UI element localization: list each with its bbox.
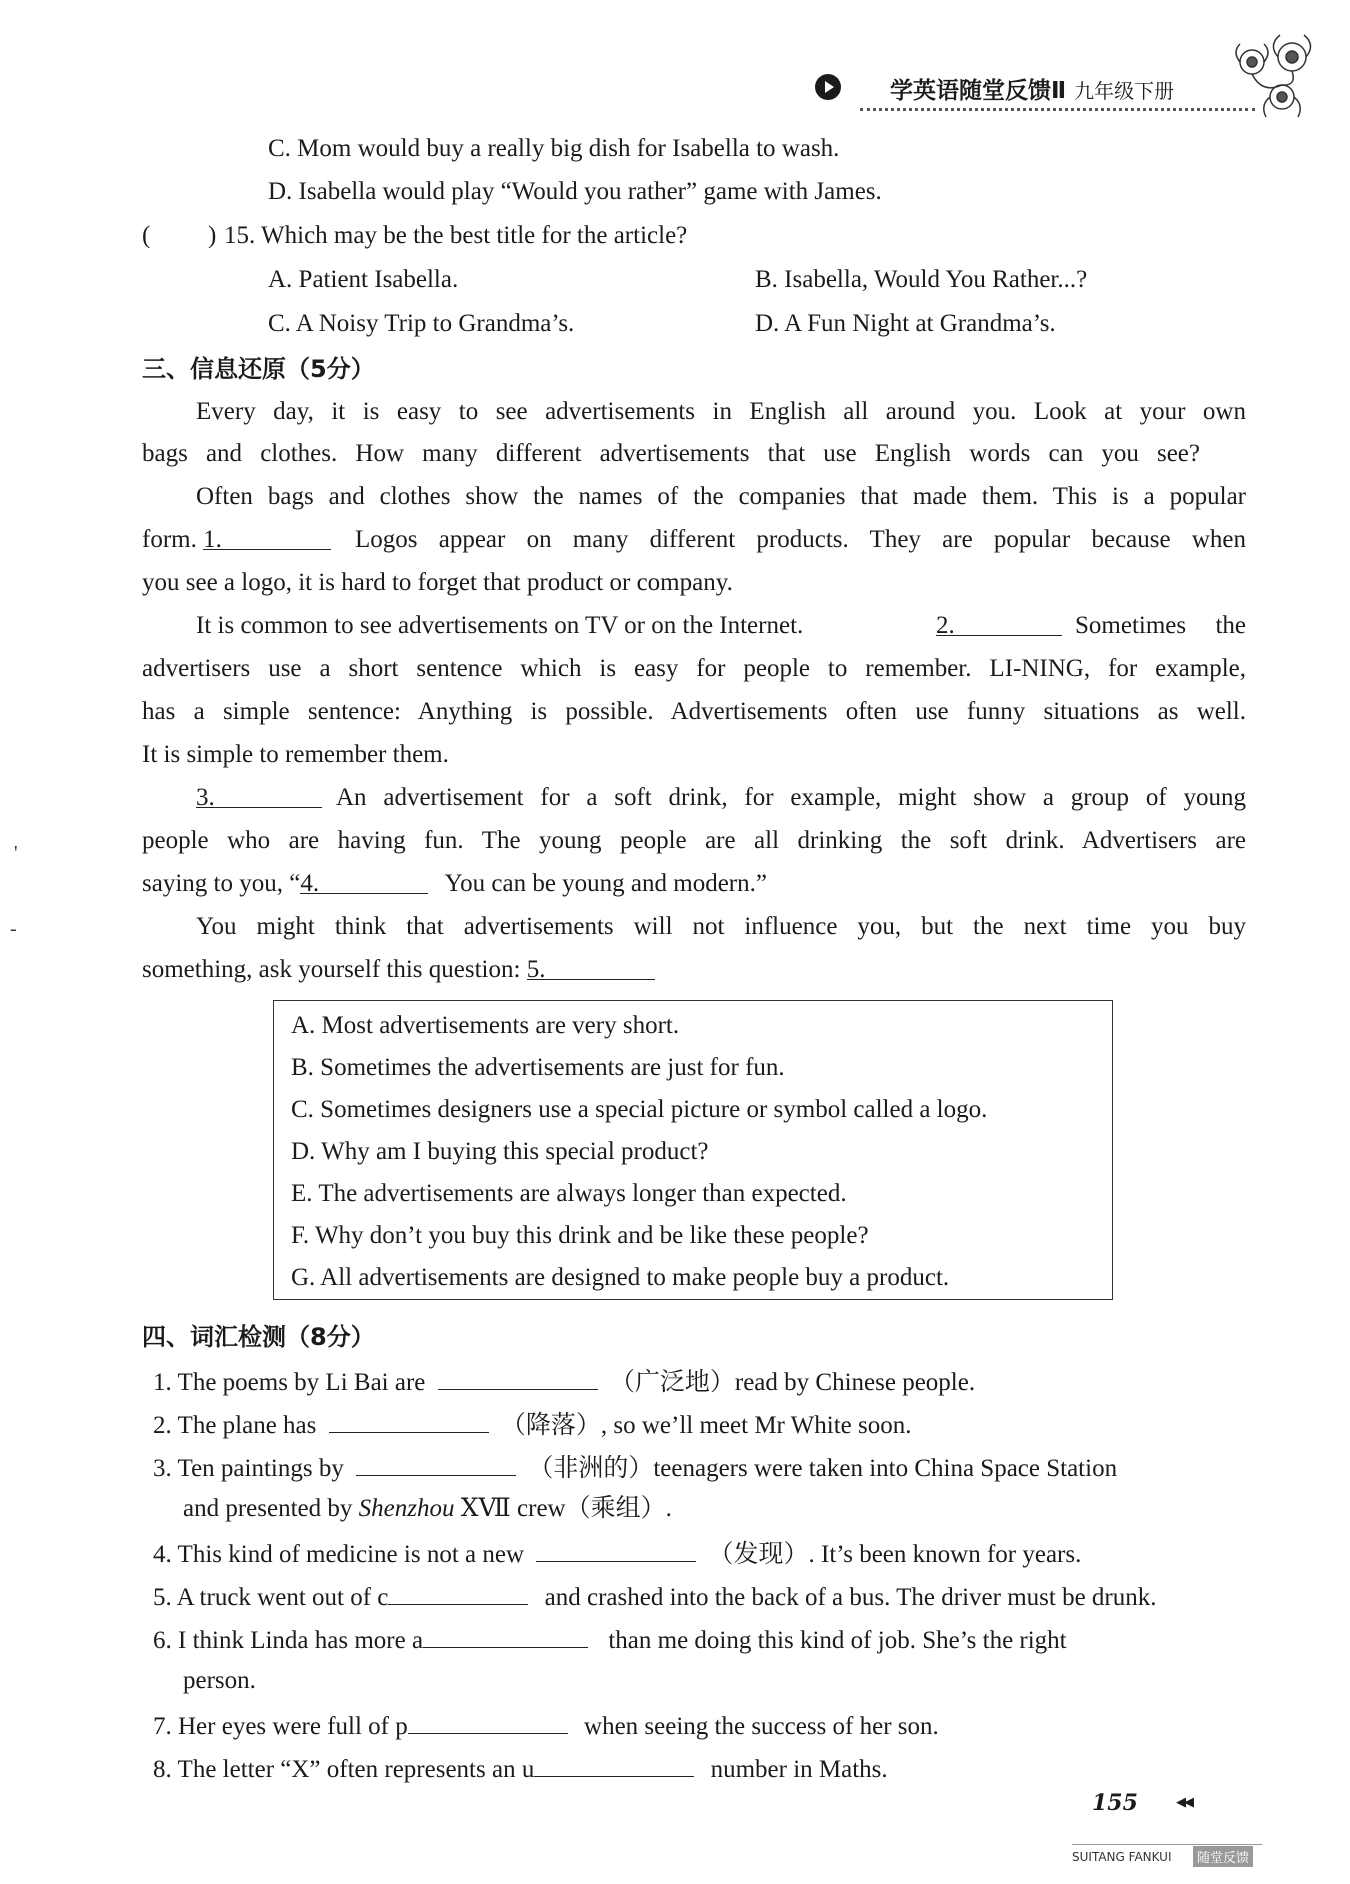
q15-answer-bracket-close: ) — [208, 222, 217, 249]
vocab-q3-cont: and presented by — [183, 1495, 353, 1522]
vocab-q5-start: 5. A truck went out of c — [153, 1584, 389, 1611]
option-c: C. Sometimes designers use a special picture or symbol called a logo. — [291, 1096, 988, 1123]
vocab-q4-end: （发现）. It’s been known for years. — [708, 1541, 1082, 1568]
vocab-q2-blank[interactable] — [329, 1406, 489, 1433]
s3-p4-line3 — [142, 867, 767, 901]
option-f: F. Why don’t you buy this drink and be like these people? — [291, 1222, 869, 1249]
s3-p4-line3-start: saying to you, “ — [142, 870, 301, 897]
s3-p2-line2-start: form. — [142, 526, 197, 553]
book-title: 学英语随堂反馈Ⅱ — [890, 78, 1067, 104]
s3-p4-line1-end: An advertisement for a soft drink, for example, might show a group of young — [336, 784, 1246, 811]
blank-2-number: 2. — [936, 612, 955, 639]
q15-option-b: B. Isabella, Would You Rather...? — [755, 266, 1088, 293]
vocab-q6-end: than me doing this kind of job. She’s the right — [608, 1627, 1067, 1654]
book-subtitle: 九年级下册 — [1074, 79, 1175, 103]
margin-mark: - — [10, 918, 17, 940]
blank-1-number: 1. — [203, 526, 222, 553]
s3-p1-line2: bags and clothes. How many different advertisements that use English words can you see? — [142, 440, 1200, 467]
vocab-q6 — [153, 1621, 1067, 1658]
q15-stem: 15. Which may be the best title for the article? — [224, 222, 688, 249]
q15-option-c: C. A Noisy Trip to Grandma’s. — [268, 310, 575, 337]
vocab-q4 — [153, 1535, 1081, 1572]
vocab-q3 — [153, 1449, 1117, 1486]
s3-p2-line2 — [142, 523, 331, 557]
header-title — [890, 72, 1174, 105]
blank-2[interactable] — [936, 609, 1062, 639]
s3-p2-line2-end: Logos appear on many different products. They are popular because when — [355, 526, 1246, 553]
blank-4[interactable] — [300, 867, 428, 897]
header-divider — [860, 108, 1255, 111]
option-b: B. Sometimes the advertisements are just for fun. — [291, 1054, 785, 1081]
blank-1[interactable] — [203, 523, 331, 553]
vocab-q1-start: 1. The poems by Li Bai are — [153, 1369, 426, 1396]
vocab-q7-start: 7. Her eyes were full of p — [153, 1713, 408, 1740]
vocab-q1-end: （广泛地）read by Chinese people. — [609, 1369, 976, 1396]
option-a: A. Most advertisements are very short. — [291, 1012, 680, 1039]
vocab-q7 — [153, 1707, 939, 1744]
vocab-q2-start: 2. The plane has — [153, 1412, 317, 1439]
s3-p3-line1-blank — [936, 609, 1062, 643]
vocab-q5 — [153, 1578, 1157, 1615]
blank-3-number: 3. — [196, 784, 215, 811]
s3-p5-line1: You might think that advertisements will not influence you, but the next time you buy — [196, 913, 1246, 940]
s3-p3-line4: It is simple to remember them. — [142, 741, 449, 768]
s3-p4-line2: people who are having fun. The young people are all drinking the soft drink. Advertisers are — [142, 827, 1246, 854]
margin-mark: ' — [14, 842, 18, 864]
blank-5-number: 5. — [526, 956, 546, 983]
option-e: E. The advertisements are always longer than expected. — [291, 1180, 847, 1207]
section3-heading: 三、信息还原（5分） — [142, 355, 375, 383]
blank-4-number: 4. — [300, 870, 320, 897]
vocab-q3-end: （非洲的）teenagers were taken into China Space Station — [528, 1455, 1118, 1482]
blank-3[interactable] — [196, 781, 322, 811]
vocab-q3-line2 — [183, 1492, 672, 1526]
footer-brand: SUITANG FANKUI — [1072, 1850, 1172, 1864]
page-number: 155 — [1092, 1790, 1138, 1816]
vocab-q6-blank[interactable] — [423, 1621, 588, 1648]
vocab-q8-end: number in Maths. — [710, 1756, 888, 1783]
s3-p3-line3: has a simple sentence: Anything is possible. Advertisements often use funny situations as well. — [142, 698, 1246, 725]
vocab-q7-end: when seeing the success of her son. — [584, 1713, 939, 1740]
s3-p2-line3: you see a logo, it is hard to forget that product or company. — [142, 569, 733, 596]
q15-answer-bracket-open: ( — [142, 222, 151, 249]
s3-p1-line1: Every day, it is easy to see advertisements in English all around you. Look at your own — [196, 398, 1246, 425]
vocab-q3-crew: ⅩⅦ crew（乘组）. — [460, 1495, 672, 1522]
s3-p2-line1: Often bags and clothes show the names of the companies that made them. This is a popular — [196, 483, 1246, 510]
flower-decoration-icon — [1222, 22, 1332, 132]
q15-option-d: D. A Fun Night at Grandma’s. — [755, 310, 1056, 337]
section4-heading: 四、词汇检测（8分） — [142, 1323, 375, 1351]
s3-p4-line3-end: You can be young and modern.” — [444, 870, 767, 897]
vocab-q7-blank[interactable] — [408, 1707, 568, 1734]
vocab-q3-spacecraft: Shenzhou — [358, 1495, 455, 1522]
vocab-q5-blank[interactable] — [388, 1578, 528, 1605]
vocab-q6-start: 6. I think Linda has more a — [153, 1627, 424, 1654]
q14-option-d: D. Isabella would play “Would you rather” game with James. — [268, 178, 882, 205]
s3-p5-line2 — [142, 953, 655, 987]
vocab-q2-end: （降落）, so we’ll meet Mr White soon. — [500, 1412, 912, 1439]
vocab-q3-start: 3. Ten paintings by — [153, 1455, 344, 1482]
back-arrows-icon: ◀◀ — [1176, 1794, 1192, 1809]
play-icon — [815, 74, 841, 100]
s3-p3-line1-end: Sometimes the — [1075, 612, 1246, 639]
s3-p3-line1-start: It is common to see advertisements on TV or on the Internet. — [196, 612, 804, 639]
vocab-q8-blank[interactable] — [534, 1750, 694, 1777]
vocab-q4-blank[interactable] — [536, 1535, 696, 1562]
vocab-q8-start: 8. The letter “X” often represents an u — [153, 1756, 535, 1783]
option-g: G. All advertisements are designed to make people buy a product. — [291, 1264, 950, 1291]
vocab-q2 — [153, 1406, 912, 1443]
vocab-q4-start: 4. This kind of medicine is not a new — [153, 1541, 525, 1568]
footer-divider — [1072, 1844, 1262, 1845]
s3-p5-line2-start: something, ask yourself this question: — [142, 956, 521, 983]
vocab-q6-line2: person. — [183, 1667, 256, 1694]
footer-badge: 随堂反馈 — [1193, 1846, 1253, 1867]
vocab-q1-blank[interactable] — [438, 1363, 598, 1390]
option-d: D. Why am I buying this special product? — [291, 1138, 709, 1165]
s3-p4-line1-blank — [196, 781, 322, 815]
vocab-q8 — [153, 1750, 888, 1787]
blank-5[interactable] — [526, 953, 655, 983]
vocab-q5-end: and crashed into the back of a bus. The driver must be drunk. — [544, 1584, 1157, 1611]
q15-option-a: A. Patient Isabella. — [268, 266, 459, 293]
s3-p3-line2: advertisers use a short sentence which is easy for people to remember. LI-NING, for example, — [142, 655, 1246, 682]
vocab-q1 — [153, 1363, 975, 1400]
q14-option-c: C. Mom would buy a really big dish for Isabella to wash. — [268, 135, 840, 162]
vocab-q3-blank[interactable] — [356, 1449, 516, 1476]
